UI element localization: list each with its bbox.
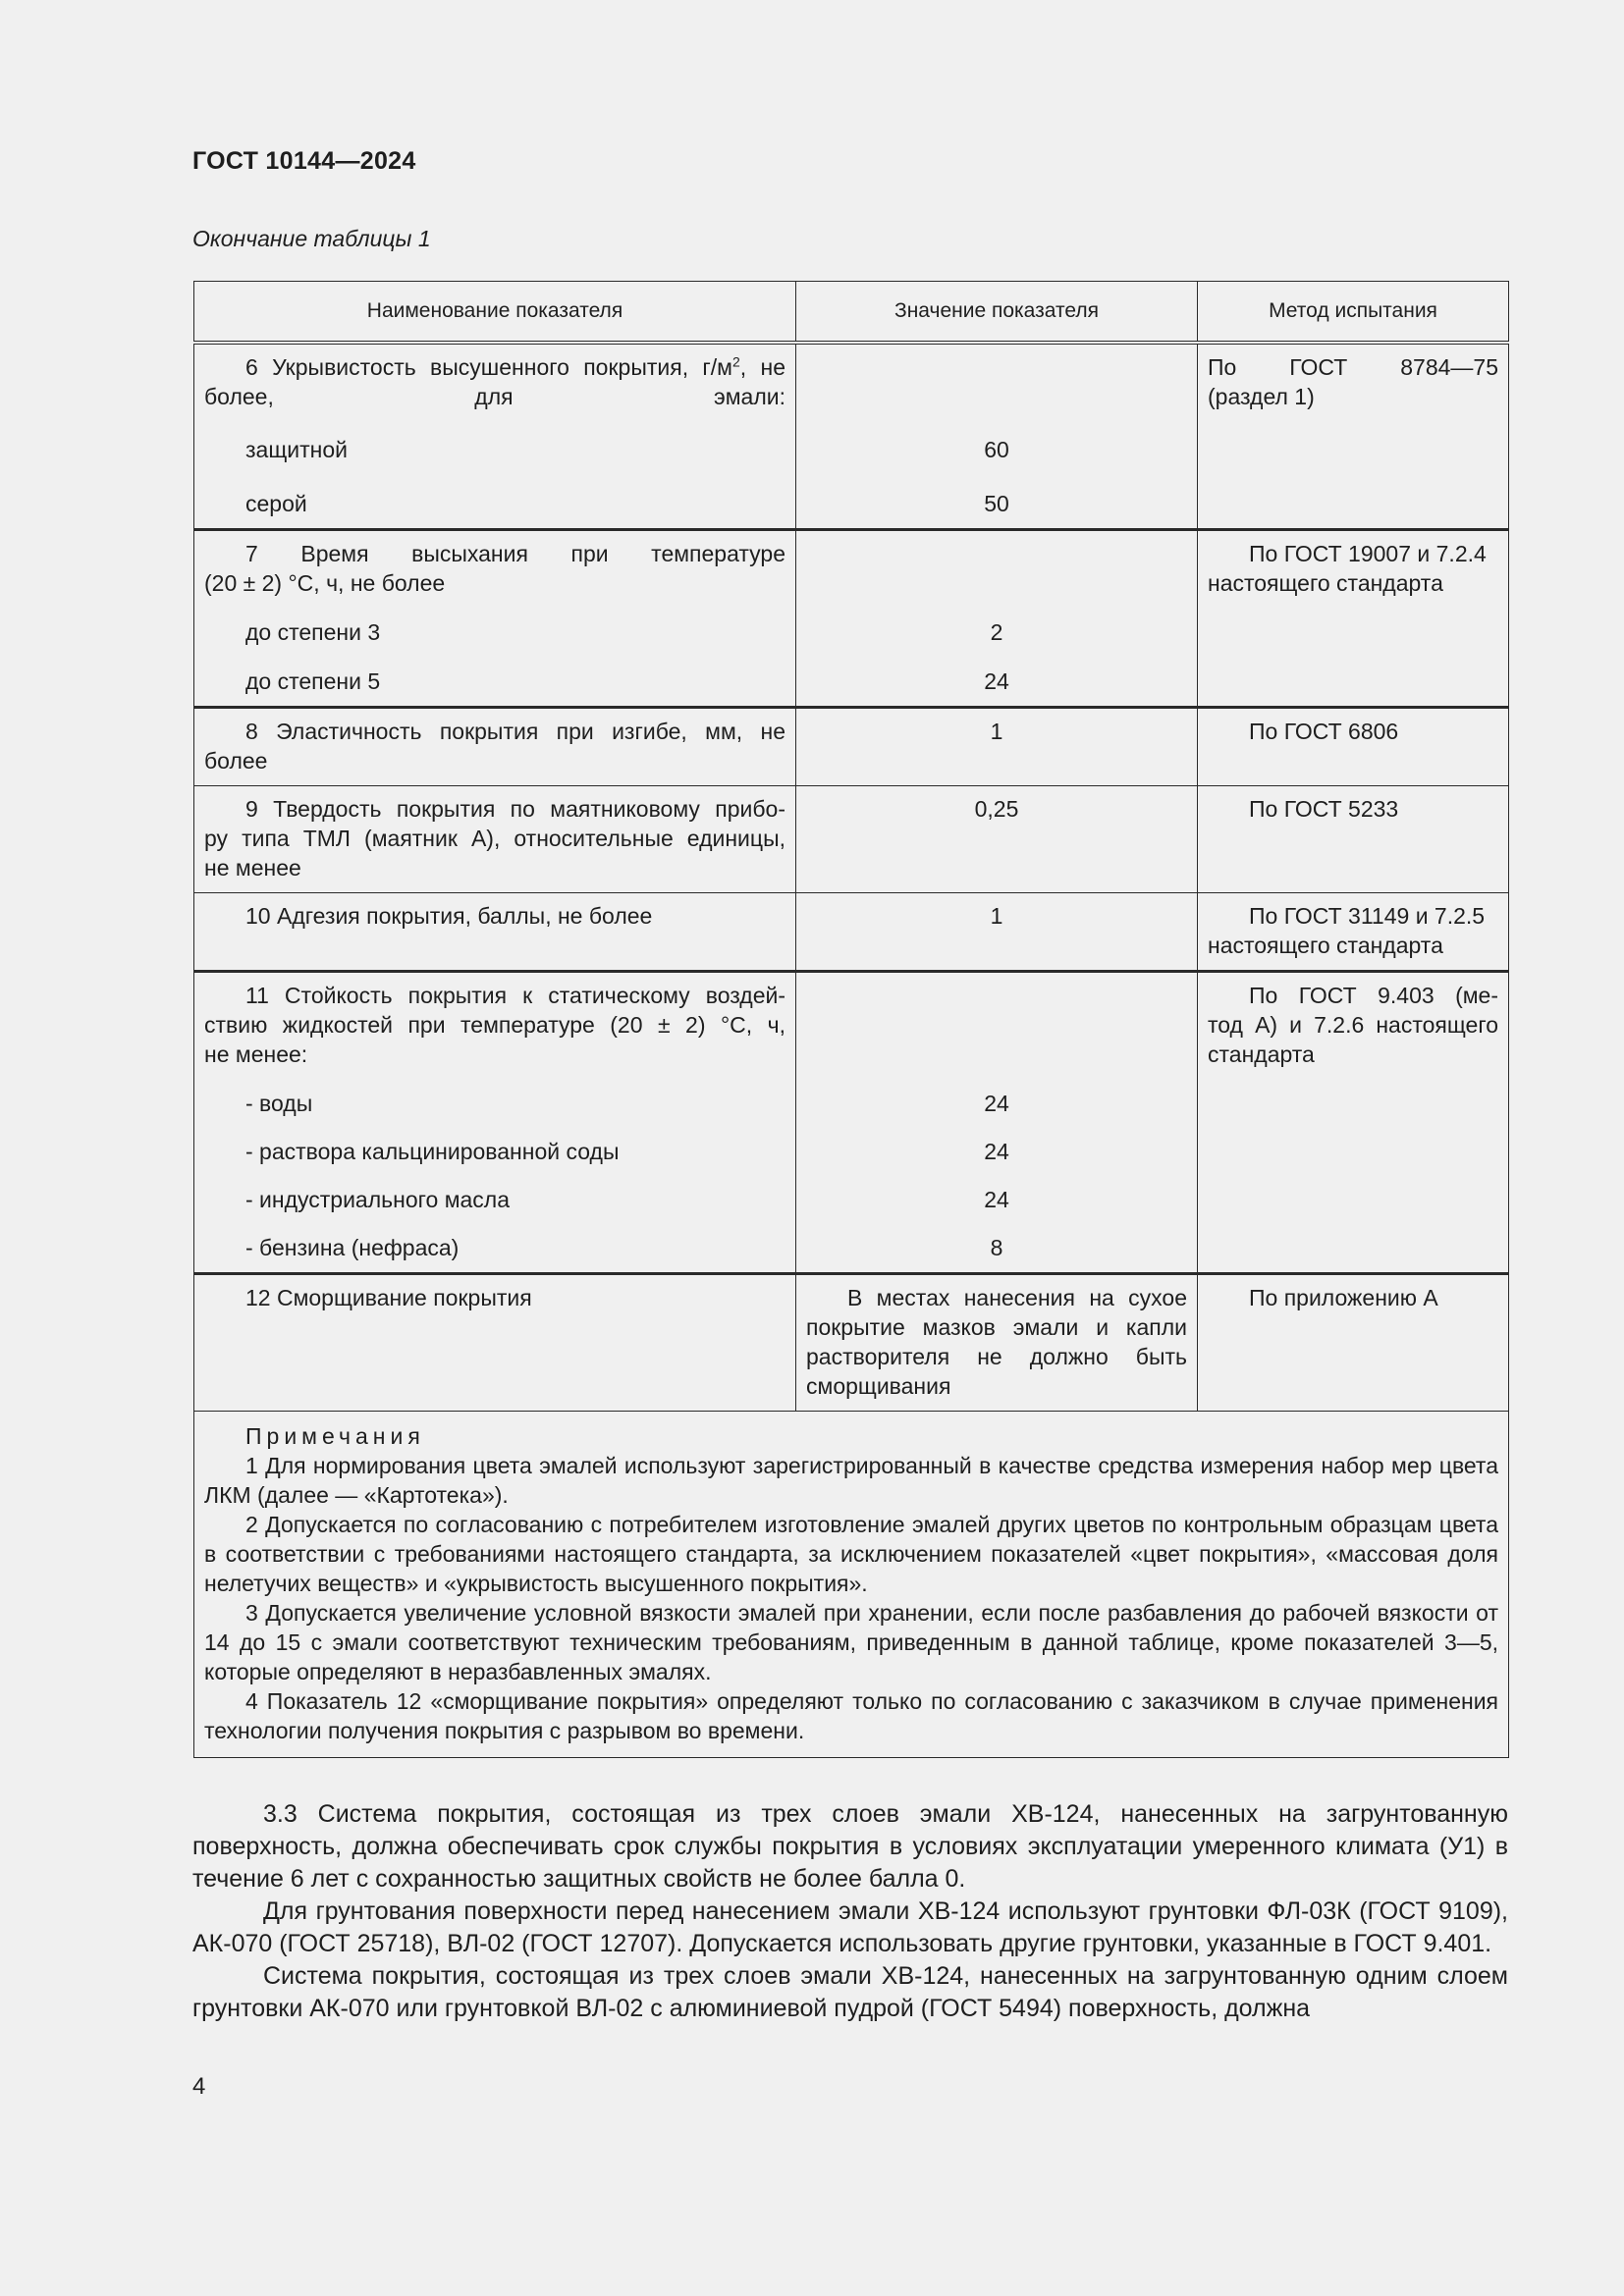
paragraph: Для грунтования поверхности перед нанесением эмали ХВ-124 используют грунтовки ФЛ-03К (ГОСТ 9109), АК-070 (ГОСТ 25718), ВЛ-02 (ГОСТ 12707). Допускается использовать другие грунтовки, указанные в ГОСТ 9.401. <box>192 1897 1508 1957</box>
row-8-method: По ГОСТ 6806 <box>1198 708 1509 786</box>
row-11-name: 11 Стойкость покрытия к статическому воздей- ствию жидкостей при температуре (20 ± 2) °С, ч, не менее: - воды - раствора кальцинированной соды - индустриального масла - бензина (нефраса) <box>194 972 796 1274</box>
paragraph: Система покрытия, состоящая из трех слоев эмали ХВ-124, нанесенных на загрунтованную одним слоем грунтовки АК-070 или грунтовкой ВЛ-02 с алюминиевой пудрой (ГОСТ 5494) поверхность, должна <box>192 1962 1508 2022</box>
table-row <box>194 343 1509 530</box>
column-header-value: Значение показателя <box>796 282 1198 344</box>
note-item: 2 Допускается по согласованию с потребителем изготовление эмалей других цветов по контрольным образцам цвета в соответствии с требованиями настоящего стандарта, за исключением показателей «цвет покрытия», «массовая доля нелетучих веществ» и «укрывистость высушенного покрытия». <box>204 1512 1498 1596</box>
row-11-sub-value: 24 <box>984 1187 1009 1212</box>
row-7-sub-value: 24 <box>984 668 1009 694</box>
row-11-sub-value: 8 <box>990 1235 1003 1260</box>
note-item: 4 Показатель 12 «сморщивание покрытия» определяют только по согласованию с заказчиком в случае применения технологии получения покрытия с разрывом во времени. <box>204 1688 1498 1743</box>
row-11-sub-label: - бензина (нефраса) <box>245 1235 460 1260</box>
notes-title: Примечания <box>245 1423 425 1449</box>
indicators-table <box>193 281 1509 1758</box>
paragraph: 3.3 Система покрытия, состоящая из трех слоев эмали ХВ-124, нанесенных на загрунтованную поверхность, должна обеспечивать срок службы покрытия в условиях эксплуатации умеренного климата (У1) в течение 6 лет с сохранностью защитных свойств не более балла 0. <box>192 1800 1508 1893</box>
row-11-value <box>796 972 1198 1274</box>
note-item: 1 Для нормирования цвета эмалей используют зарегистрированный в качестве средства измерения набор мер цвета ЛКМ (далее — «Картотека»). <box>204 1453 1498 1508</box>
row-6-sub-label: защитной <box>245 437 348 462</box>
table-row <box>194 893 1509 972</box>
row-6-sub-value: 60 <box>984 437 1009 462</box>
row-6-value <box>796 343 1198 530</box>
row-11-sub-label: - индустриального масла <box>245 1187 511 1212</box>
row-11-sub-label: - раствора кальцинированной соды <box>245 1139 620 1164</box>
column-header-name: Наименование показателя <box>194 282 796 344</box>
row-11-sub-value: 24 <box>984 1139 1009 1164</box>
row-7-method: По ГОСТ 19007 и 7.2.4 настоящего стандарта <box>1198 530 1509 708</box>
table-row <box>194 708 1509 786</box>
row-6-method: По ГОСТ 8784—75 (раздел 1) <box>1198 343 1509 530</box>
row-12-method: По приложению А <box>1198 1274 1509 1412</box>
row-11-sub-label: - воды <box>245 1091 313 1116</box>
row-10-method: По ГОСТ 31149 и 7.2.5 настоящего стандарта <box>1198 893 1509 972</box>
note-item: 3 Допускается увеличение условной вязкости эмалей при хранении, если после разбавления до рабочей вязкости от 14 до 15 с эмали соответствуют техническим требованиям, приведенным в данной таблице, кроме показателей 3—5, которые определяют в неразбавленных эмалях. <box>204 1600 1498 1684</box>
row-6-sub-value: 50 <box>984 491 1009 516</box>
row-12-value: В местах нанесения на сухое покрытие мазков эмали и капли растворителя не должно быть сморщивания <box>796 1274 1198 1412</box>
column-header-method: Метод испытания <box>1198 282 1509 344</box>
row-7-value <box>796 530 1198 708</box>
row-9-name: 9 Твердость покрытия по маятниковому прибо- ру типа ТМЛ (маятник А), относительные единицы, не менее <box>194 786 796 893</box>
row-7-name: 7 Время высыхания при температуре (20 ± 2) °С, ч, не более до степени 3 до степени 5 <box>194 530 796 708</box>
body-text <box>192 1798 1508 2025</box>
table-row <box>194 1274 1509 1412</box>
table-notes-row <box>194 1412 1509 1758</box>
row-6-sub-label: серой <box>245 491 307 516</box>
table-row <box>194 530 1509 708</box>
page-number: 4 <box>192 2073 206 2100</box>
row-7-sub-value: 2 <box>990 619 1003 645</box>
row-8-value: 1 <box>796 708 1198 786</box>
row-10-name: 10 Адгезия покрытия, баллы, не более <box>194 893 796 972</box>
table-caption: Окончание таблицы 1 <box>192 226 431 251</box>
row-10-value: 1 <box>796 893 1198 972</box>
row-12-name: 12 Сморщивание покрытия <box>194 1274 796 1412</box>
table-row <box>194 786 1509 893</box>
row-7-sub-label: до степени 3 <box>245 619 381 645</box>
row-11-sub-value: 24 <box>984 1091 1009 1116</box>
row-7-sub-label: до степени 5 <box>245 668 381 694</box>
table-header-row <box>194 282 1509 344</box>
row-9-method: По ГОСТ 5233 <box>1198 786 1509 893</box>
document-header: ГОСТ 10144—2024 <box>192 147 416 175</box>
row-9-value: 0,25 <box>796 786 1198 893</box>
row-6-name: 6 Укрывистость высушенного покрытия, $г/м^2$, не более, для эмали: защитной серой <box>194 343 796 530</box>
row-8-name: 8 Эластичность покрытия при изгибе, мм, не более <box>194 708 796 786</box>
table-row <box>194 972 1509 1274</box>
row-11-method: По ГОСТ 9.403 (ме- тод А) и 7.2.6 настоящего стандарта <box>1198 972 1509 1274</box>
table-notes <box>194 1412 1509 1758</box>
